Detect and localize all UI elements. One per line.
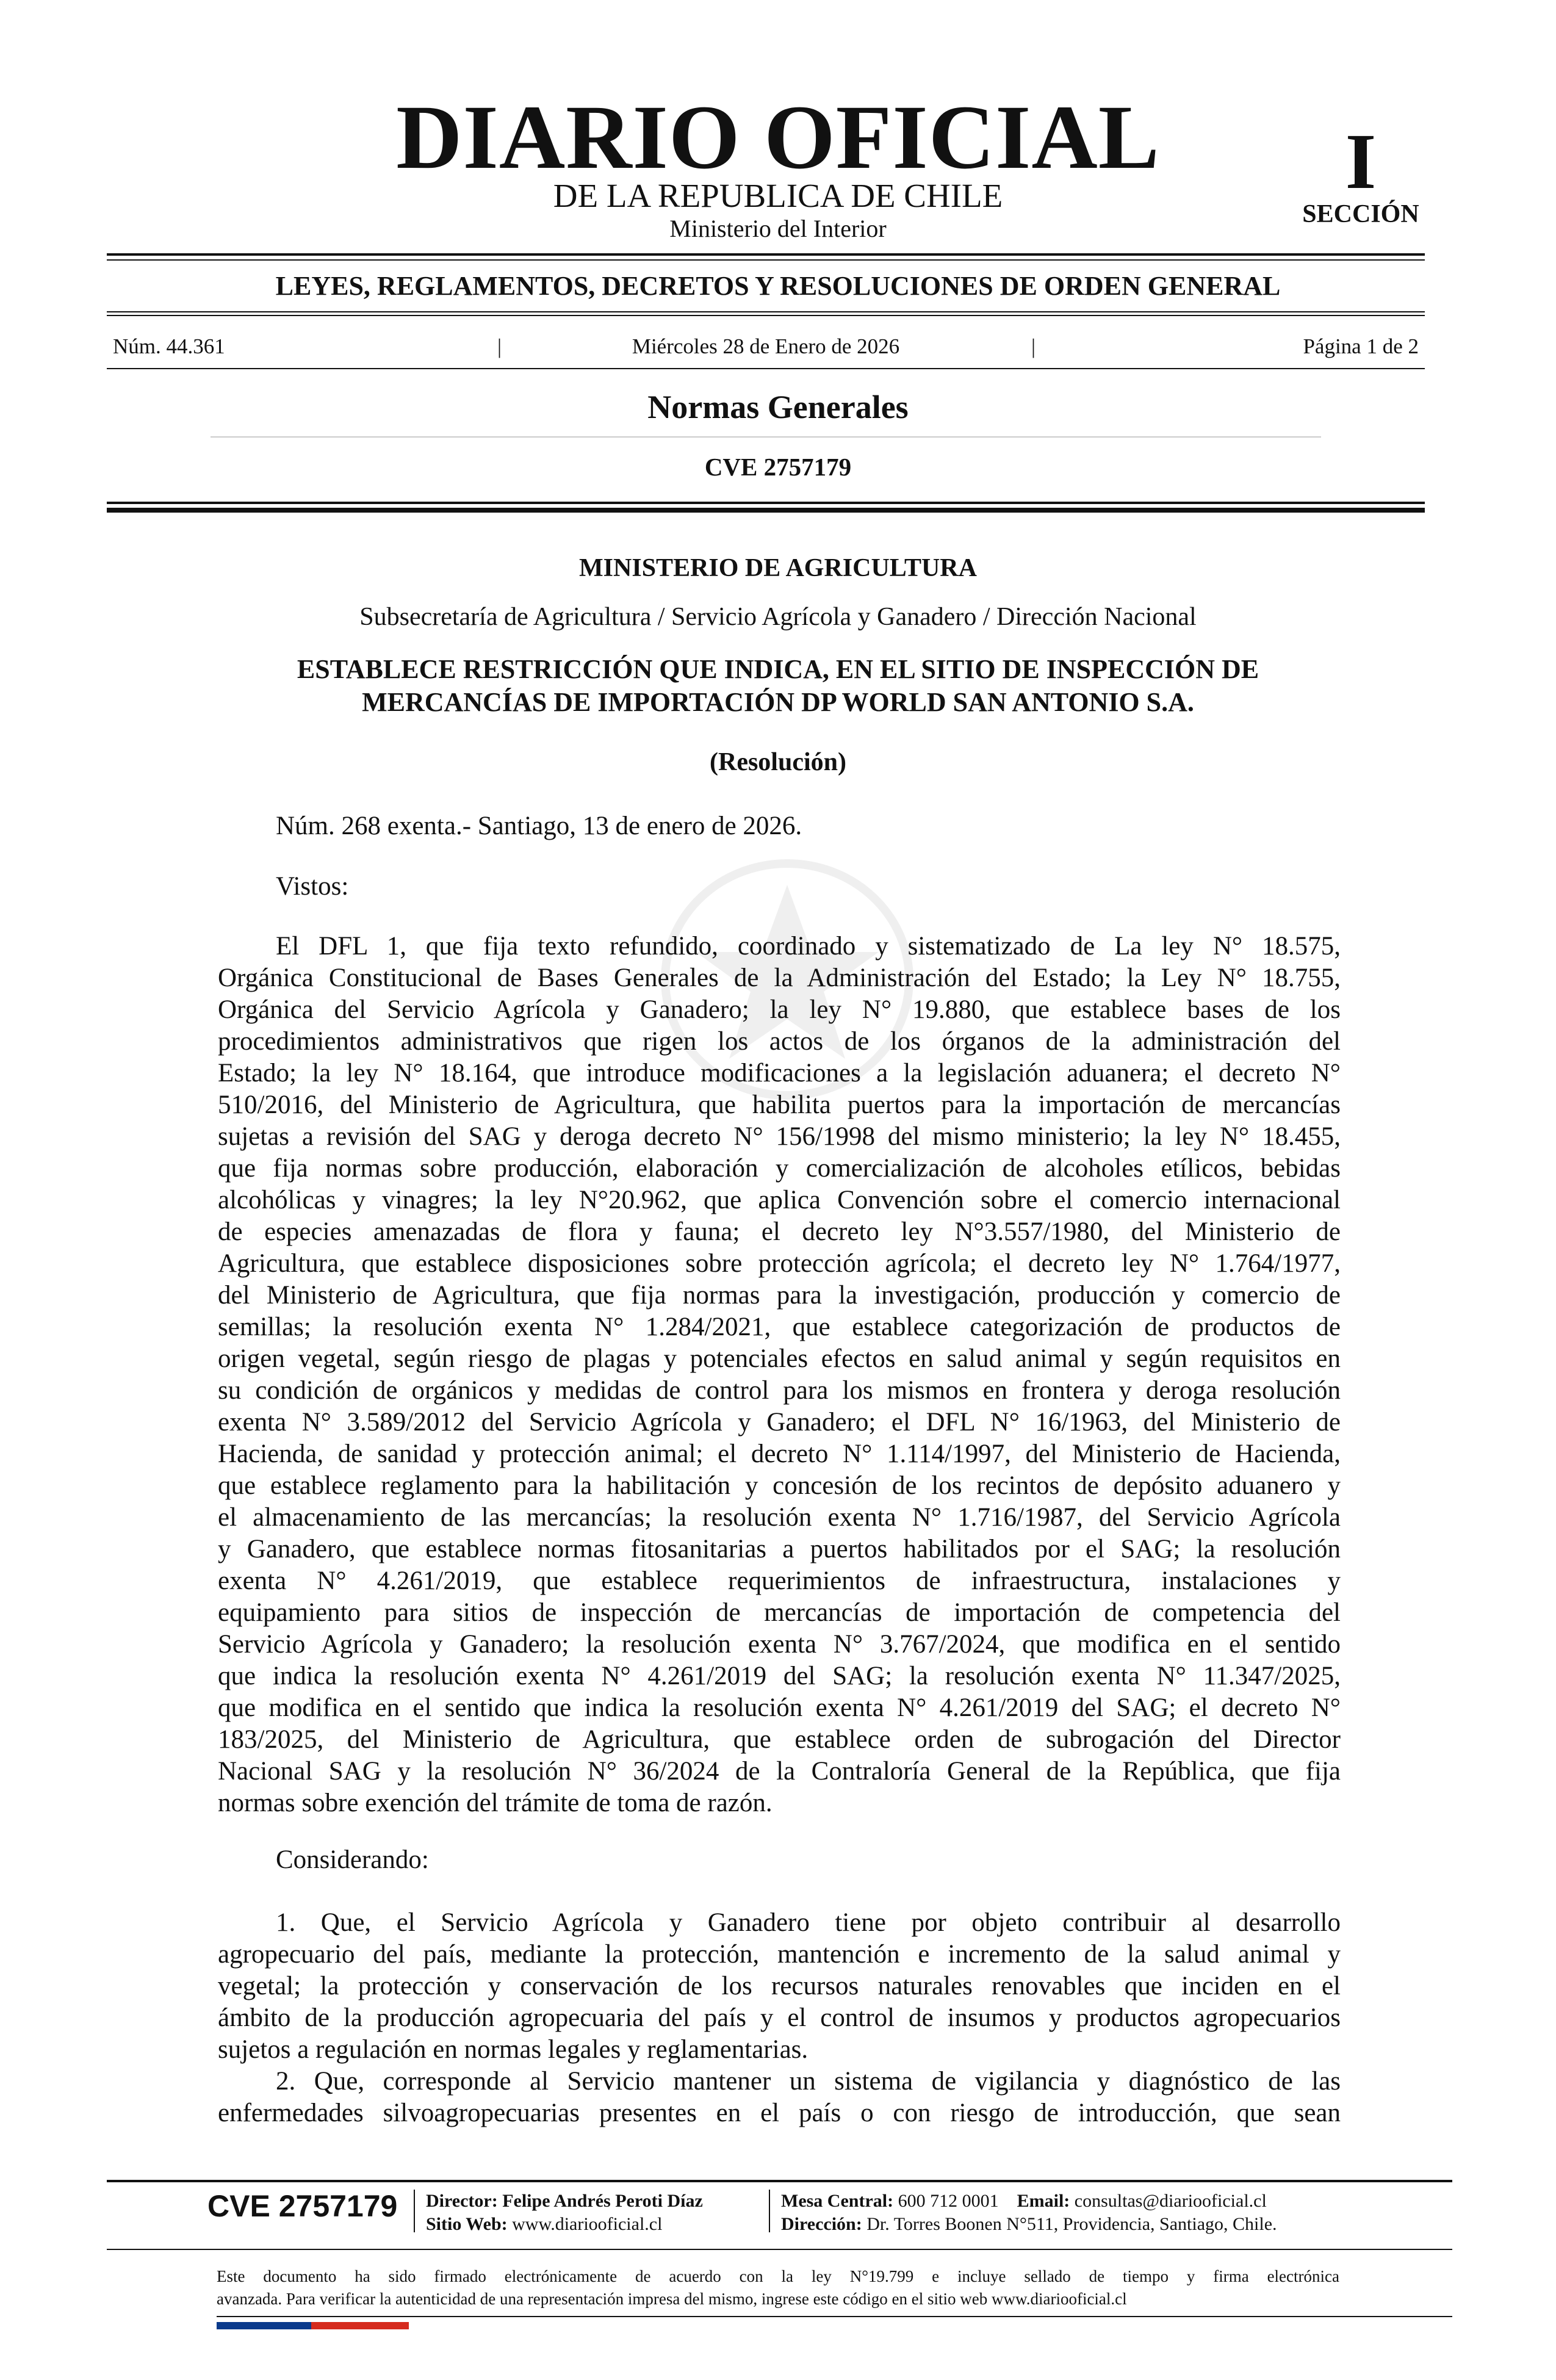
info-separator: |: [1031, 334, 1036, 358]
director-label: Director:: [426, 2191, 498, 2211]
footer-divider: [414, 2190, 415, 2232]
masthead-ministry: Ministerio del Interior: [669, 215, 887, 242]
subsecretary-line: Subsecretaría de Agricultura / Servicio Agrícola y Ganadero / Dirección Nacional: [359, 603, 1197, 631]
footer-cve-code: CVE 2757179: [207, 2189, 398, 2223]
phone-number: 600 712 0001: [898, 2191, 999, 2211]
paragraph-line: 1. Que, el Servicio Agrícola y Ganadero tiene por objeto contribuir al desarrollo: [276, 1908, 1341, 1937]
paragraph-line: Estado; la ley N° 18.164, que introduce modificaciones a la legislación aduanera; el decreto N°: [218, 1059, 1341, 1087]
paragraph-line: semillas; la resolución exenta N° 1.284/2021, que establece categorización de productos de: [218, 1313, 1341, 1341]
director-name: Felipe Andrés Peroti Díaz: [502, 2191, 703, 2211]
address-label: Dirección:: [781, 2214, 862, 2234]
paragraph-line: exenta N° 4.261/2019, que establece requerimientos de infraestructura, instalaciones y: [218, 1567, 1341, 1595]
paragraph-line: normas sobre exención del trámite de toma de razón.: [218, 1789, 773, 1817]
paragraph-line: que modifica en el sentido que indica la resolución exenta N° 4.261/2019 del SAG; el decreto N°: [218, 1693, 1341, 1722]
considerando-label: Considerando:: [276, 1845, 429, 1874]
paragraph-line: exenta N° 3.589/2012 del Servicio Agrícola y Ganadero; el DFL N° 16/1963, del Ministerio de: [218, 1408, 1341, 1437]
paragraph-line: que indica la resolución exenta N° 4.261/2019 del SAG; la resolución exenta N° 11.347/2025,: [218, 1662, 1341, 1690]
paragraph-line: su condición de orgánicos y medidas de control para los mismos en frontera y deroga resolución: [218, 1376, 1341, 1405]
issue-number: Núm. 44.361: [113, 334, 225, 358]
info-rule: [107, 368, 1425, 369]
paragraph-line: agropecuario del país, mediante la protección, mantención e incremento de la salud animal y: [218, 1940, 1341, 1969]
paragraph-line: del Ministerio de Agricultura, que fija normas para la investigación, producción y comercio de: [218, 1281, 1341, 1310]
footer-rule-top: [107, 2180, 1452, 2182]
paragraph-line: equipamiento para sitios de inspección de mercancías de importación de competencia del: [218, 1598, 1341, 1627]
address-value: Dr. Torres Boonen N°511, Providencia, Santiago, Chile.: [866, 2214, 1277, 2234]
disclaimer-line: Este documento ha sido firmado electrónicamente de acuerdo con la ley N°19.799 e incluye sellado de tiempo y firma electrónica: [217, 2267, 1339, 2285]
paragraph-line: enfermedades silvoagropecuarias presentes en el país o con riesgo de introducción, que sean: [218, 2099, 1341, 2127]
footer-director-block: [426, 2190, 703, 2236]
considerando-item-2: [218, 2066, 1341, 2129]
resolution-type: (Resolución): [710, 748, 846, 776]
band-title: LEYES, REGLAMENTOS, DECRETOS Y RESOLUCIONES DE ORDEN GENERAL: [275, 271, 1281, 301]
band-rule-bottom: [107, 315, 1425, 316]
resolution-title: [232, 653, 1324, 719]
paragraph-line: que establece reglamento para la habilitación y concesión de los recintos de depósito aduanero y: [218, 1471, 1341, 1500]
section-label: SECCIÓN: [1302, 200, 1419, 228]
masthead-subtitle: DE LA REPUBLICA DE CHILE: [553, 177, 1003, 214]
flag-stripe-blue: [217, 2322, 311, 2329]
info-separator: |: [497, 334, 502, 358]
cve-header: CVE 2757179: [704, 453, 852, 481]
paragraph-line: ámbito de la producción agropecuaria del país y el control de insumos y productos agropecuarios: [218, 2003, 1341, 2032]
site-label: Sitio Web:: [426, 2214, 508, 2234]
resolution-title-line: MERCANCÍAS DE IMPORTACIÓN DP WORLD SAN ANTONIO S.A.: [362, 687, 1194, 717]
section-number: I: [1345, 118, 1377, 206]
paragraph-line: que fija normas sobre producción, elaboración y comercialización de alcoholes etílicos, bebidas: [218, 1154, 1341, 1183]
footer-rule-bottom: [217, 2316, 1452, 2317]
phone-label: Mesa Central:: [781, 2191, 894, 2211]
paragraph-line: Orgánica Constitucional de Bases Generales de la Administración del Estado; la Ley N° 18.755,: [218, 964, 1341, 992]
email-label: Email:: [1017, 2191, 1070, 2211]
cve-rule-top: [107, 502, 1425, 504]
paragraph-line: origen vegetal, según riesgo de plagas y potenciales efectos en salud animal y según requisitos en: [218, 1344, 1341, 1373]
cve-rule-bottom: [107, 508, 1425, 513]
footer-contact-block: [781, 2190, 1277, 2236]
masthead-rule-bottom: [107, 259, 1425, 261]
resolution-title-line: ESTABLECE RESTRICCIÓN QUE INDICA, EN EL SITIO DE INSPECCIÓN DE: [297, 654, 1259, 684]
issue-date: Miércoles 28 de Enero de 2026: [632, 334, 900, 358]
ministry-heading: MINISTERIO DE AGRICULTURA: [579, 554, 977, 582]
masthead-rule-top: [107, 253, 1425, 256]
site-url[interactable]: www.diariooficial.cl: [512, 2214, 663, 2234]
paragraph-line: de especies amenazadas de flora y fauna; el decreto ley N°3.557/1980, del Ministerio de: [218, 1217, 1341, 1246]
masthead-title: DIARIO OFICIAL: [396, 87, 1160, 188]
paragraph-line: Nacional SAG y la resolución N° 36/2024 de la Contraloría General de la República, que fija: [218, 1757, 1341, 1786]
flag-stripe-red: [311, 2322, 409, 2329]
paragraph-line: Hacienda, de sanidad y protección animal; el decreto N° 1.114/1997, del Ministerio de Hacienda,: [218, 1440, 1341, 1468]
paragraph-line: sujetas a revisión del SAG y deroga decreto N° 156/1998 del mismo ministerio; la ley N° 18.455,: [218, 1122, 1341, 1151]
footer-disclaimer: [217, 2265, 1339, 2310]
paragraph-line: 2. Que, corresponde al Servicio mantener un sistema de vigilancia y diagnóstico de las: [276, 2067, 1341, 2096]
category-heading: Normas Generales: [647, 389, 909, 425]
paragraph-line: y Ganadero, que establece normas fitosanitarias a puertos habilitados por el SAG; la resolución: [218, 1535, 1341, 1563]
paragraph-line: vegetal; la protección y conservación de los recursos naturales renovables que inciden en el: [218, 1972, 1341, 2000]
email-address[interactable]: consultas@diariooficial.cl: [1074, 2191, 1267, 2211]
considerando-item-1: [218, 1907, 1341, 2066]
paragraph-line: el almacenamiento de las mercancías; la resolución exenta N° 1.716/1987, del Servicio Agrícola: [218, 1503, 1341, 1532]
paragraph-line: Servicio Agrícola y Ganadero; la resolución exenta N° 3.767/2024, que modifica en el sentido: [218, 1630, 1341, 1659]
footer-divider: [769, 2190, 770, 2232]
disclaimer-line: avanzada. Para verificar la autenticidad de una representación impresa del mismo, ingrese este código en el sitio web www.diariooficial.cl: [217, 2290, 1127, 2308]
vistos-paragraph: [218, 931, 1341, 1819]
page-indicator: Página 1 de 2: [1303, 334, 1419, 358]
info-bar: [107, 333, 1425, 360]
paragraph-line: Agricultura, que establece disposiciones sobre protección agrícola; el decreto ley N° 1.764/1977,: [218, 1249, 1341, 1278]
category-rule: [211, 436, 1321, 438]
paragraph-line: 510/2016, del Ministerio de Agricultura, que habilita puertos para la importación de mercancías: [218, 1091, 1341, 1119]
paragraph-line: alcohólicas y vinagres; la ley N°20.962, que aplica Convención sobre el comercio internacional: [218, 1186, 1341, 1214]
resolution-number: Núm. 268 exenta.- Santiago, 13 de enero de 2026.: [276, 812, 802, 840]
paragraph-line: procedimientos administrativos que rigen los actos de los órganos de la administración del: [218, 1027, 1341, 1056]
paragraph-line: 183/2025, del Ministerio de Agricultura, que establece orden de subrogación del Director: [218, 1725, 1341, 1754]
paragraph-line: Orgánica del Servicio Agrícola y Ganadero; la ley N° 19.880, que establece bases de los: [218, 995, 1341, 1024]
paragraph-line: sujetos a regulación en normas legales y reglamentarias.: [218, 2035, 809, 2064]
vistos-label: Vistos:: [276, 872, 349, 901]
footer-rule-middle: [107, 2249, 1452, 2250]
band-rule-top: [107, 311, 1425, 312]
paragraph-line: El DFL 1, que fija texto refundido, coordinado y sistematizado de La ley N° 18.575,: [276, 932, 1341, 961]
